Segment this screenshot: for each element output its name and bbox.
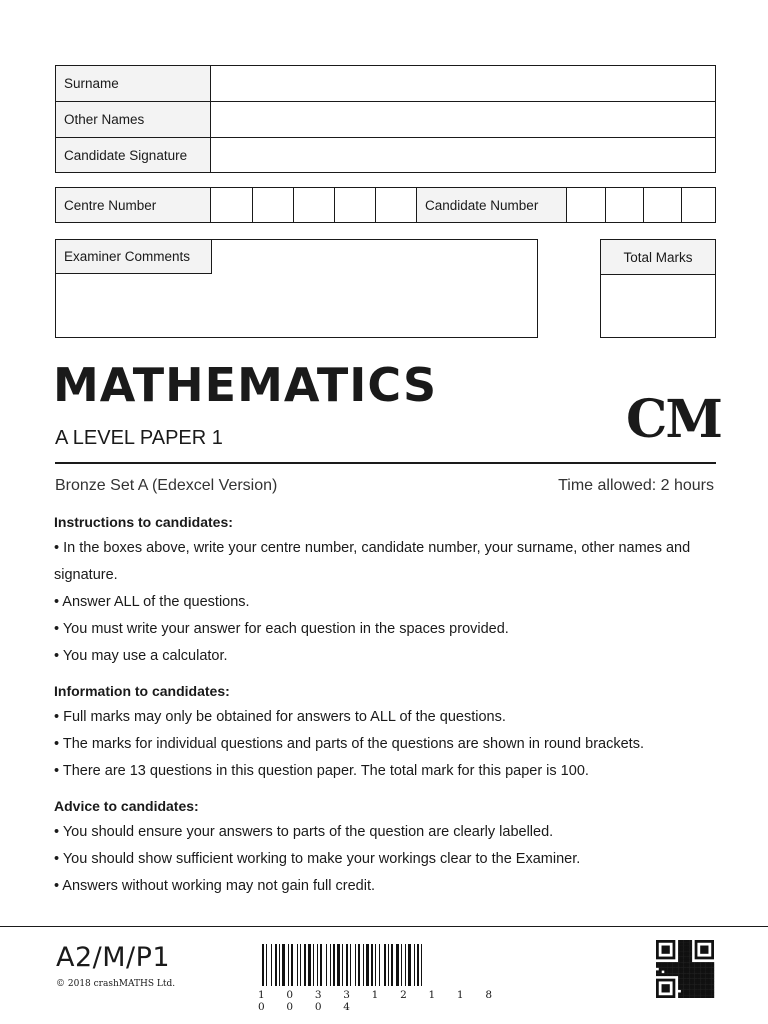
list-item: • There are 13 questions in this question paper. The total mark for this paper is 100. [54,763,589,779]
title-divider [55,462,716,464]
total-marks-label: Total Marks [601,240,715,275]
qr-code-icon [656,940,718,998]
list-item: • Full marks may only be obtained for answers to ALL of the questions. [54,709,506,725]
total-marks-box[interactable] [600,239,716,338]
number-box [55,187,716,223]
centre-number-field[interactable] [211,188,416,222]
surname-field[interactable] [211,66,715,101]
examiner-comments-box[interactable] [55,239,538,338]
instructions-heading: Instructions to candidates: [54,514,233,530]
information-heading: Information to candidates: [54,683,230,699]
signature-label: Candidate Signature [56,138,211,172]
barcode-icon [262,944,510,986]
surname-label: Surname [56,66,211,101]
other-names-label: Other Names [56,102,211,137]
set-label: Bronze Set A (Edexcel Version) [55,477,278,494]
footer-divider [0,926,768,927]
paper-title: A LEVEL PAPER 1 [55,427,223,449]
crashmaths-logo: CM [626,389,721,450]
paper-code: A2/M/P1 [56,942,171,973]
other-names-field[interactable] [211,102,715,137]
list-item: • You should show sufficient working to make your workings clear to the Examiner. [54,851,581,867]
examiner-comments-label: Examiner Comments [56,240,212,274]
time-allowed: Time allowed: 2 hours [558,477,714,494]
subject-title: MATHEMATICS [53,358,438,412]
signature-field[interactable] [211,138,715,172]
list-item: • Answer ALL of the questions. [54,594,250,610]
barcode-digits: 1 0 3 3 1 2 1 1 8 0 0 0 4 [258,989,502,1013]
list-item: • You should ensure your answers to parts of the question are clearly labelled. [54,824,554,840]
list-item: • The marks for individual questions and parts of the questions are shown in round brackets. [54,736,644,752]
list-item: • You must write your answer for each question in the spaces provided. [54,621,509,637]
candidate-details-box [55,65,716,173]
advice-heading: Advice to candidates: [54,798,199,814]
copyright: © 2018 crashMATHS Ltd. [56,979,176,989]
centre-number-label: Centre Number [56,188,211,222]
candidate-number-field[interactable] [567,188,715,222]
list-item: • In the boxes above, write your centre number, candidate number, your surname, other names and signature. [54,540,691,583]
candidate-number-label: Candidate Number [416,188,567,222]
list-item: • You may use a calculator. [54,648,228,664]
list-item: • Answers without working may not gain full credit. [54,878,375,894]
